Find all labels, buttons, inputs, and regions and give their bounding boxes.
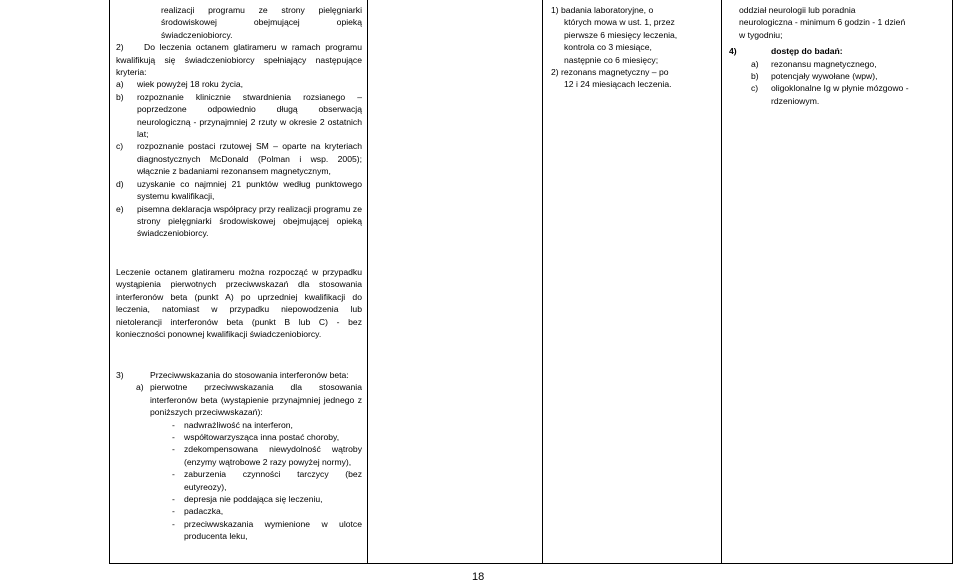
criteria-item	[116, 203, 362, 240]
dash-text: depresja nie poddająca się leczeniu,	[184, 494, 323, 505]
dash-item: - depresja nie poddająca się leczeniu,	[172, 493, 362, 505]
criteria-text: rozpoznanie klinicznie stwardnienia rozsianego – poprzedzone odpowiednio długą obserwacją neurologiczną - przynajmniej 2 rzuty w okresie 2 ostatnich lat;	[137, 91, 362, 140]
access-text: oligoklonalne Ig w płynie mózgowo - rdzeniowym.	[771, 83, 909, 106]
item-4-label: 4)	[729, 46, 737, 57]
item-4	[729, 45, 954, 57]
criteria-item	[116, 91, 362, 141]
table-border-col2-right	[542, 0, 543, 564]
dash-text: nadwrażliwość na interferon,	[184, 419, 293, 430]
col1-block1	[116, 4, 362, 240]
item-3-label: 3)	[116, 370, 124, 380]
access-text: potencjały wywołane (wpw),	[771, 71, 878, 82]
access-item	[739, 82, 954, 107]
criteria-text: rozpoznanie postaci rzutowej SM – oparte na kryteriach diagnostycznych McDonald (Polman i wsp. 2005); włącznie z badaniami rezonansem magnetycznym,	[137, 141, 362, 177]
col1-block3-contraindications	[116, 369, 362, 543]
access-label: c)	[751, 83, 759, 94]
criteria-e-continuation: realizacji programu ze strony pielęgniarki środowiskowej obejmującej opieką świadczeniobiorcy.	[161, 5, 362, 40]
criteria-text: wiek powyżej 18 roku życia,	[137, 79, 244, 90]
criteria-item	[116, 78, 362, 90]
requirement-line: oddział neurologii lub poradnia	[739, 5, 856, 15]
requirement-line: neurologiczna - minimum 6 godzin - 1 dzień	[739, 17, 906, 28]
dash-text: padaczka,	[184, 506, 224, 517]
dash-item: - nadwrażliwość na interferon,	[172, 419, 362, 431]
monitoring-line: 2) rezonans magnetyczny – po	[551, 67, 669, 78]
access-label: b)	[751, 71, 759, 82]
requirement-line: w tygodniu;	[739, 29, 783, 40]
item-3a-text: pierwotne przeciwwskazania dla stosowania interferonów beta (wystąpienie przynajmniej jednego z poniższych przeciwwskazań):	[150, 382, 362, 418]
access-item	[739, 58, 954, 70]
dash-list	[116, 419, 362, 543]
criteria-label: e)	[116, 203, 124, 214]
dash-item: - padaczka,	[172, 505, 362, 517]
item-3	[116, 369, 362, 381]
monitoring-line: następnie co 6 miesięcy;	[564, 54, 659, 65]
dash-item: - współtowarzysząca inna postać choroby,	[172, 431, 362, 443]
criteria-text: pisemna deklaracja współpracy przy realizacji programu ze strony pielęgniarki środowiskowej obejmującej opieką świadczeniobiorcy.	[137, 203, 362, 239]
item-3-text: Przeciwwskazania do stosowania interferonów beta:	[150, 370, 349, 380]
criteria-text: uzyskanie co najmniej 21 punktów według punktowego systemu kwalifikacji,	[137, 178, 362, 202]
page-number: 18	[472, 571, 485, 583]
item-4-title: dostęp do badań:	[771, 46, 843, 57]
criteria-label: c)	[116, 141, 124, 152]
access-label: a)	[751, 58, 759, 69]
criteria-item	[116, 178, 362, 203]
monitoring-line: których mowa w ust. 1, przez	[564, 17, 675, 28]
dash-text: przeciwwskazania wymienione w ulotce producenta leku,	[184, 518, 362, 542]
table-border-bottom	[109, 563, 953, 564]
table-border-left	[109, 0, 110, 564]
col2-monitoring	[551, 4, 739, 91]
criteria-label: d)	[116, 178, 124, 189]
access-item	[739, 70, 954, 82]
access-text: rezonansu magnetycznego,	[771, 58, 877, 69]
criteria-label: b)	[116, 91, 124, 102]
table-border-col1-right	[367, 0, 368, 564]
item-2-criteria-list	[116, 78, 362, 239]
item-3a-label: a)	[136, 382, 144, 393]
criteria-label: a)	[116, 79, 124, 90]
monitoring-line: pierwsze 6 miesięcy leczenia,	[564, 29, 678, 40]
dash-text: zaburzenia czynności tarczycy (bez eutyreozy),	[184, 469, 362, 492]
item-2	[116, 41, 362, 78]
col3-requirements	[729, 4, 954, 107]
criteria-item	[116, 140, 362, 177]
dash-item: - przeciwwskazania wymienione w ulotce producenta leku,	[172, 518, 362, 542]
dash-item: - zdekompensowana niewydolność wątroby (enzymy wątrobowe 2 razy powyżej normy),	[172, 444, 362, 467]
monitoring-line: 1) badania laboratoryjne, o	[551, 5, 654, 15]
dash-item: - zaburzenia czynności tarczycy (bez eutyreozy),	[172, 469, 362, 492]
item-2-label: 2)	[116, 42, 124, 53]
col1-block2-paragraph: Leczenie octanem glatirameru można rozpocząć w przypadku wystąpienia pierwotnych przeciwwskazań dla stosowania interferonów beta (punkt A) po uprzedniej kwalifikacji do leczenia, natomiast w przypadku niepowodzenia lub nietolerancji interferonów beta (punkt B lub C) - bez konieczności ponownej kwalifikacji świadczeniobiorcy.	[116, 267, 362, 340]
dash-text: zdekompensowana niewydolność wątroby (enzymy wątrobowe 2 razy powyżej normy),	[184, 444, 362, 467]
dash-text: współtowarzysząca inna postać choroby,	[184, 432, 340, 443]
item-2-text: Do leczenia octanem glatirameru w ramach programu kwalifikują się świadczeniobiorcy spełniający następujące kryteria:	[116, 42, 362, 78]
item-3a	[116, 381, 362, 418]
monitoring-line: kontrola co 3 miesiące,	[564, 42, 652, 53]
monitoring-line: 12 i 24 miesiącach leczenia.	[564, 79, 672, 90]
